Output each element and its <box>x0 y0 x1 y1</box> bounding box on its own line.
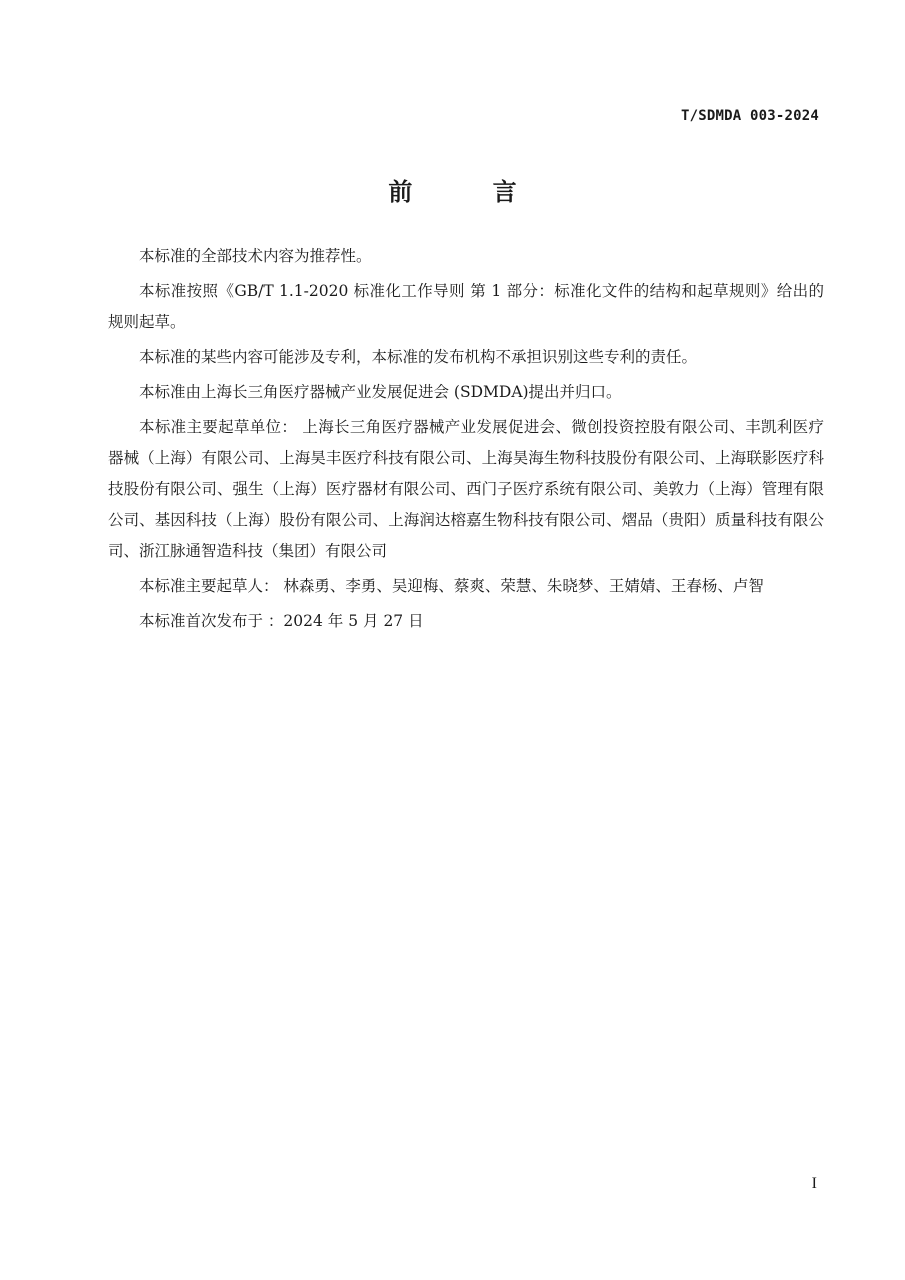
paragraph-patent-notice: 本标准的某些内容可能涉及专利，本标准的发布机构不承担识别这些专利的责任。 <box>139 348 698 366</box>
paragraph-proposer: 本标准由上海长三角医疗器械产业发展促进会 (SDMDA)提出并归口。 <box>139 383 622 401</box>
page-title: 前 言 <box>388 178 553 206</box>
paragraph-drafting-units: 本标准主要起草单位： 上海长三角医疗器械产业发展促进会、微创投资控股有限公司、丰凯利医疗器械（上海）有限公司、上海昊丰医疗科技有限公司、上海昊海生物科技股份有限公司、上海联影医疗科技股份有限公司、强生（上海）医疗器材有限公司、西门子医疗系统有限公司、美敦力（上海）管理有限公司、基因科技（上海）股份有限公司、上海润达榕嘉生物科技有限公司、熠品（贵阳）质量科技有限公司、浙江脉通智造科技（集团）有限公司 <box>108 418 824 560</box>
page-number: I <box>811 1175 817 1192</box>
document-code: T/SDMDA 003-2024 <box>680 108 819 124</box>
paragraph-drafters: 本标准主要起草人： 林森勇、李勇、吴迎梅、蔡爽、荣慧、朱晓梦、王婧婧、王春杨、卢智 <box>139 577 764 595</box>
paragraph-recommendation: 本标准的全部技术内容为推荐性。 <box>139 247 372 265</box>
paragraph-drafting-rules: 本标准按照《GB/T 1.1-2020 标准化工作导则 第 1 部分：标准化文件的结构和起草规则》给出的规则起草。 <box>108 282 824 331</box>
foreword-body <box>108 241 824 641</box>
paragraph-publish-date: 本标准首次发布于 ：2024 年 5 月 27 日 <box>139 612 424 630</box>
